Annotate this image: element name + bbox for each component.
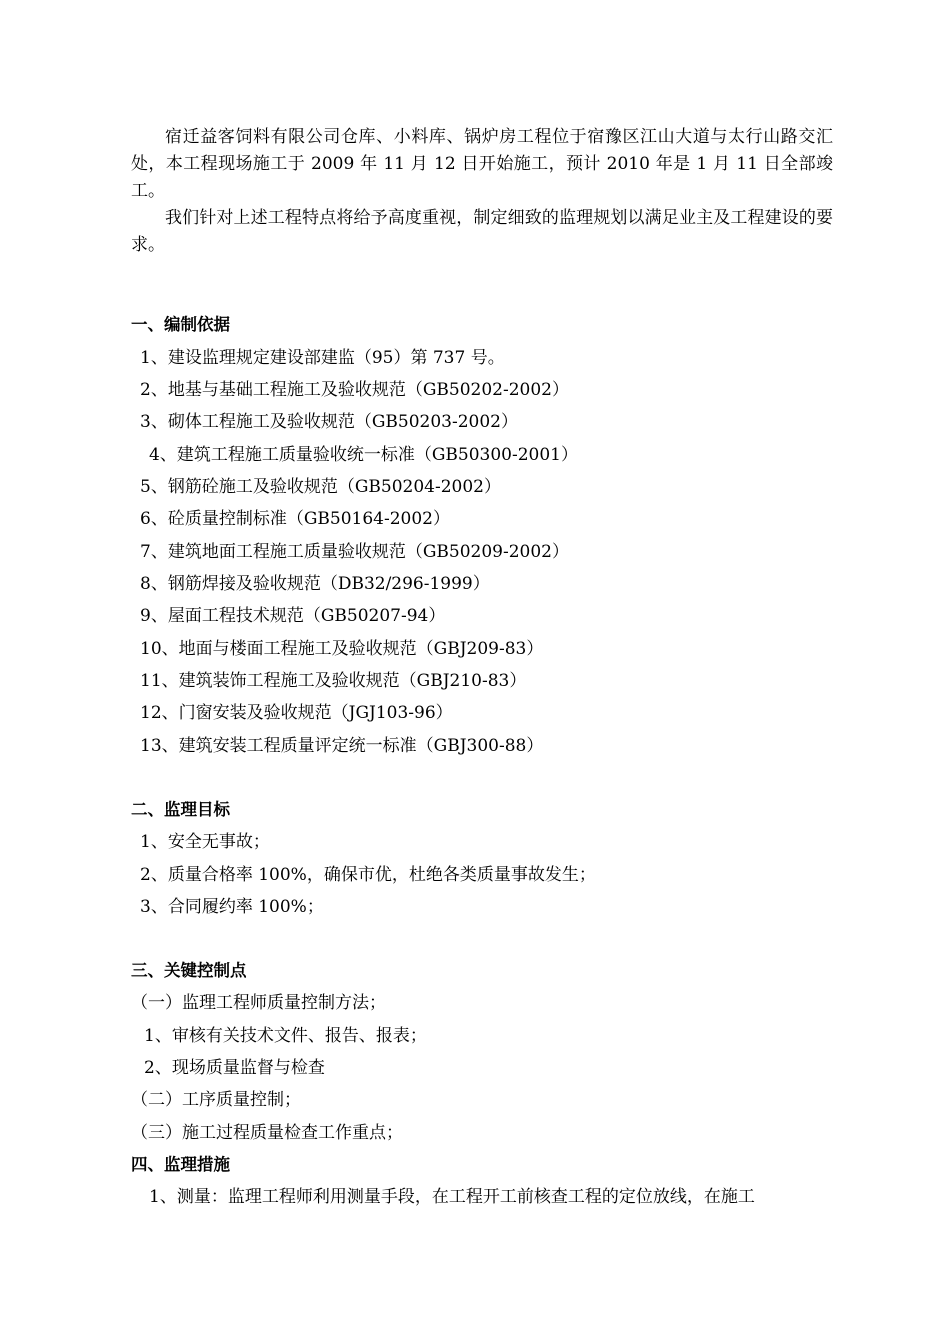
list-item: 3、砌体工程施工及验收规范（GB50203-2002） bbox=[140, 412, 518, 432]
list-item: （三）施工过程质量检查工作重点； bbox=[131, 1123, 403, 1143]
list-item: 13、建筑安装工程质量评定统一标准（GBJ300-88） bbox=[140, 736, 544, 756]
intro-paragraph: 我们针对上述工程特点将给予高度重视，制定细致的监理规划以满足业主及工程建设的要求。 bbox=[131, 208, 833, 255]
list-item: 9、屋面工程技术规范（GB50207-94） bbox=[140, 606, 446, 626]
list-item: 2、质量合格率 100%，确保市优，杜绝各类质量事故发生； bbox=[140, 865, 596, 885]
list-item: （一）监理工程师质量控制方法； bbox=[131, 993, 386, 1013]
list-item: 1、审核有关技术文件、报告、报表； bbox=[144, 1026, 427, 1046]
list-item: （二）工序质量控制； bbox=[131, 1090, 301, 1110]
section-heading: 四、监理措施 bbox=[131, 1155, 230, 1174]
section-heading: 一、编制依据 bbox=[131, 315, 230, 334]
list-item: 10、地面与楼面工程施工及验收规范（GBJ209-83） bbox=[140, 639, 544, 659]
list-item: 3、合同履约率 100%； bbox=[140, 897, 324, 917]
list-item: 2、现场质量监督与检查 bbox=[144, 1058, 325, 1078]
list-item: 8、钢筋焊接及验收规范（DB32/296-1999） bbox=[140, 574, 490, 594]
list-item: 2、地基与基础工程施工及验收规范（GB50202-2002） bbox=[140, 380, 569, 400]
section-heading: 二、监理目标 bbox=[131, 800, 230, 819]
list-item: 6、砼质量控制标准（GB50164-2002） bbox=[140, 509, 450, 529]
list-item: 12、门窗安装及验收规范（JGJ103-96） bbox=[140, 703, 453, 723]
list-item: 1、建设监理规定建设部建监（95）第 737 号。 bbox=[140, 348, 505, 368]
list-item: 1、测量：监理工程师利用测量手段，在工程开工前核查工程的定位放线，在施工 bbox=[149, 1187, 755, 1207]
list-item: 5、钢筋砼施工及验收规范（GB50204-2002） bbox=[140, 477, 501, 497]
list-item: 7、建筑地面工程施工质量验收规范（GB50209-2002） bbox=[140, 542, 569, 562]
list-item: 1、安全无事故； bbox=[140, 832, 270, 852]
intro-paragraph: 宿迁益客饲料有限公司仓库、小料库、锅炉房工程位于宿豫区江山大道与太行山路交汇处，本工程现场施工于 2009 年 11 月 12 日开始施工，预计 2010 年是 1 月 11 日全部竣工。 bbox=[131, 127, 833, 201]
list-item: 4、建筑工程施工质量验收统一标准（GB50300-2001） bbox=[149, 445, 578, 465]
section-heading: 三、关键控制点 bbox=[131, 961, 247, 980]
list-item: 11、建筑装饰工程施工及验收规范（GBJ210-83） bbox=[140, 671, 527, 691]
intro-block bbox=[131, 124, 833, 259]
